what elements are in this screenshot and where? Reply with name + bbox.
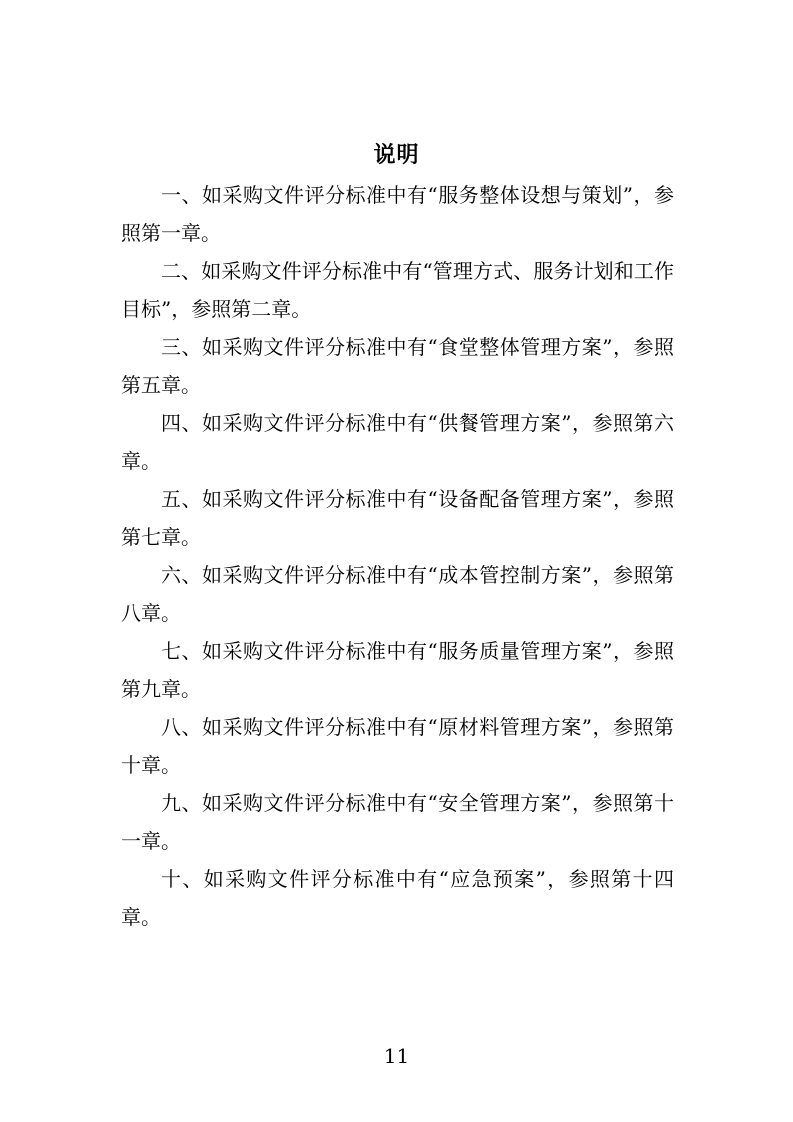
paragraph-6: 六、如采购文件评分标准中有“成本管控制方案”，参照第八章。 (121, 563, 674, 625)
document-body (121, 176, 674, 936)
page-number: 11 (383, 1044, 410, 1068)
paragraph-3: 三、如采购文件评分标准中有“食堂整体管理方案”，参照第五章。 (121, 335, 674, 397)
paragraph-8: 八、如采购文件评分标准中有“原材料管理方案”，参照第十章。 (121, 715, 674, 777)
paragraph-1: 一、如采购文件评分标准中有“服务整体设想与策划”，参照第一章。 (121, 183, 674, 245)
paragraph-4: 四、如采购文件评分标准中有“供餐管理方案”，参照第六章。 (121, 411, 674, 473)
paragraph-10: 十、如采购文件评分标准中有“应急预案”，参照第十四章。 (121, 867, 674, 929)
paragraph-5: 五、如采购文件评分标准中有“设备配备管理方案”，参照第七章。 (121, 487, 674, 549)
page-title: 说明 (373, 142, 420, 168)
paragraph-2: 二、如采购文件评分标准中有“管理方式、服务计划和工作目标”，参照第二章。 (121, 259, 674, 321)
paragraph-9: 九、如采购文件评分标准中有“安全管理方案”，参照第十一章。 (121, 791, 674, 853)
paragraph-7: 七、如采购文件评分标准中有“服务质量管理方案”，参照第九章。 (121, 639, 674, 701)
